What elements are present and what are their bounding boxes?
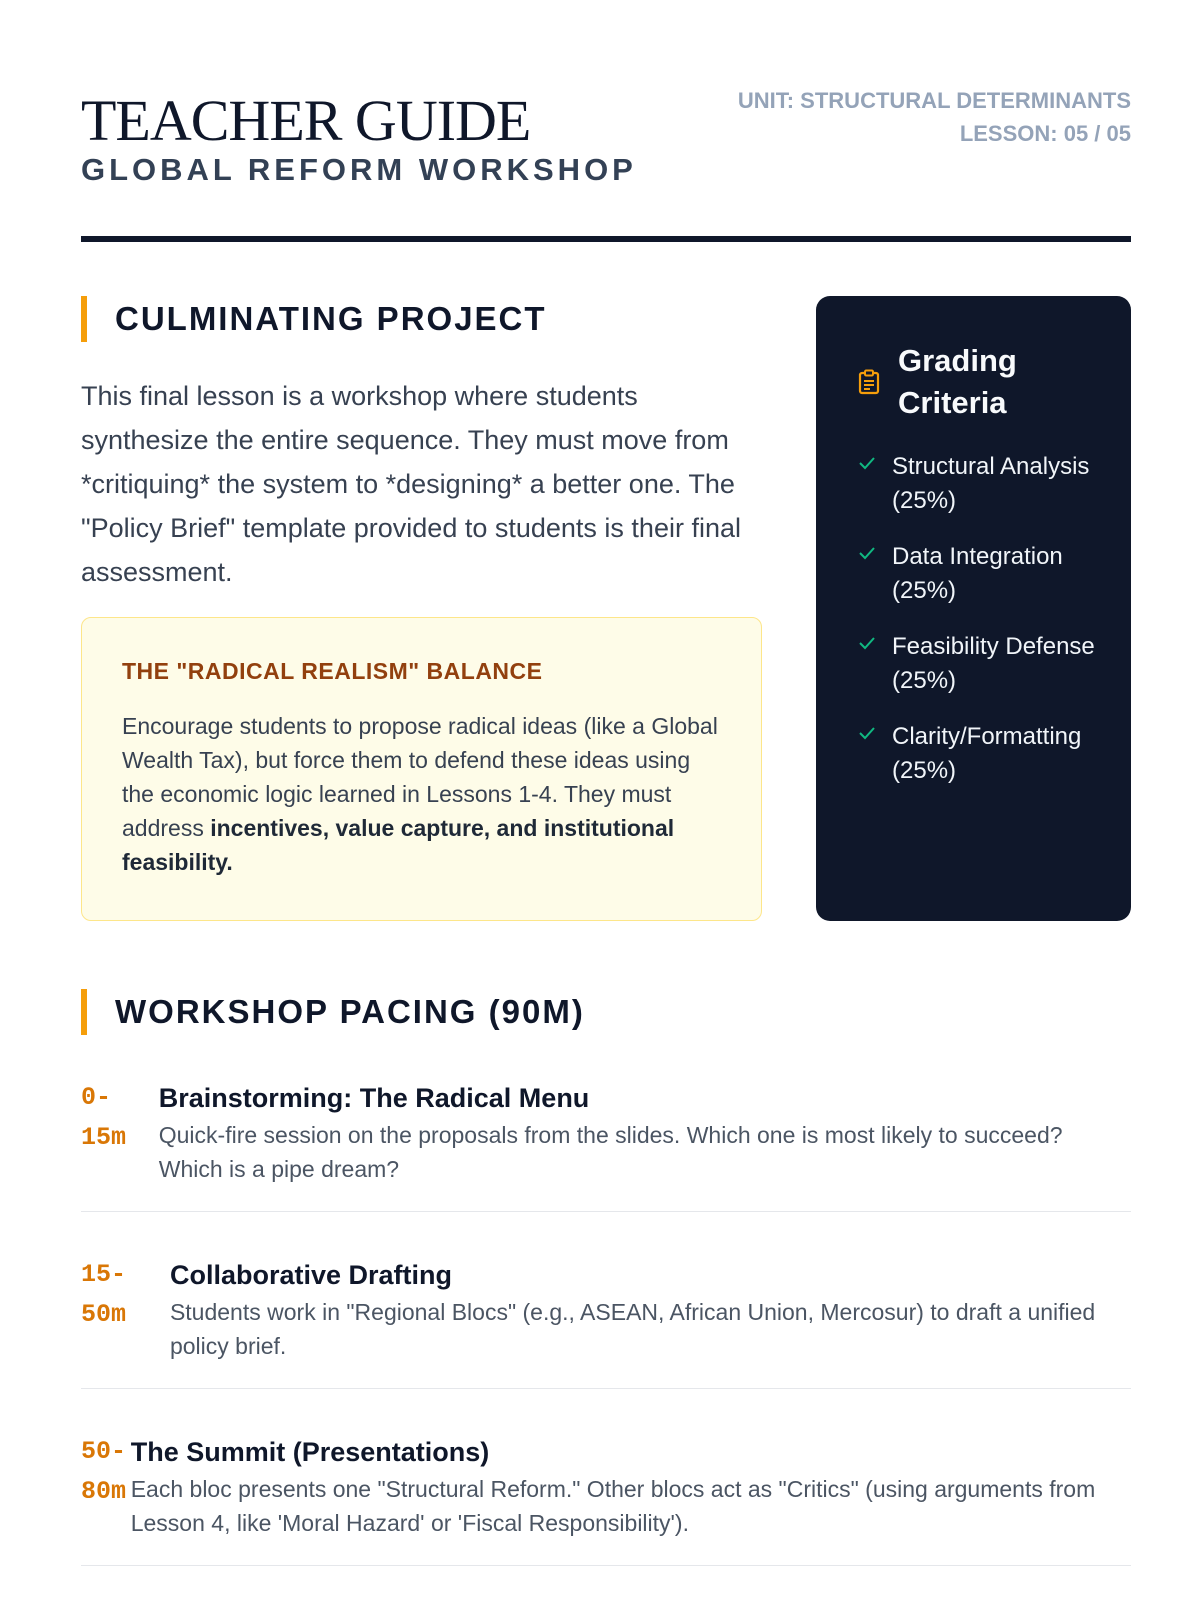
criteria-item — [858, 630, 1101, 698]
time-end: 50m — [81, 1300, 127, 1329]
callout-body — [122, 709, 721, 879]
page-header — [81, 82, 1131, 242]
pacing-time — [81, 1255, 170, 1388]
time-start: 50- — [81, 1437, 127, 1466]
page-subtitle: GLOBAL REFORM WORKSHOP — [81, 152, 637, 187]
check-icon — [858, 726, 876, 740]
pacing-content — [159, 1078, 1131, 1211]
pacing-description: Students work in "Regional Blocs" (e.g., ASEAN, African Union, Mercosur) to draft a unified policy brief. — [169, 1299, 1096, 1359]
criteria-label: Clarity/Formatting (25%) — [892, 723, 1082, 784]
project-section-heading — [81, 296, 547, 342]
pacing-item — [81, 1255, 1131, 1389]
pacing-content — [131, 1432, 1131, 1565]
time-start: 15- — [81, 1260, 127, 1289]
pacing-time — [81, 1432, 131, 1565]
pacing-item — [81, 1432, 1131, 1566]
grading-header — [858, 340, 1101, 424]
radical-realism-callout — [81, 617, 762, 921]
pacing-item — [81, 1078, 1131, 1212]
project-intro: This final lesson is a workshop where students synthesize the entire sequence. They must move from *critiquing* the system to *designing* a better one. The "Policy Brief" template provided to students is their final assessment. — [81, 381, 741, 587]
time-end: 15m — [81, 1123, 127, 1152]
pacing-description: Each bloc presents one "Structural Reform." Other blocs act as "Critics" (using arguments from Lesson 4, like 'Moral Hazard' or 'Fiscal Responsibility'). — [130, 1476, 1096, 1536]
header-divider — [81, 236, 1131, 242]
time-start: 0- — [81, 1083, 112, 1112]
criteria-item — [858, 540, 1101, 608]
criteria-item — [858, 720, 1101, 788]
pacing-title: Collaborative Drafting — [169, 1260, 452, 1290]
pacing-section-heading — [81, 989, 585, 1035]
criteria-list — [858, 450, 1101, 788]
section-accent-bar — [81, 296, 87, 342]
pacing-time — [81, 1078, 159, 1211]
clipboard-icon — [858, 369, 880, 395]
check-icon — [858, 456, 876, 470]
check-icon — [858, 546, 876, 560]
pacing-description: Quick-fire session on the proposals from the slides. Which one is most likely to succeed? Which is a pipe dream? — [158, 1122, 1063, 1182]
grading-criteria-panel — [816, 296, 1131, 921]
pacing-title: The Summit (Presentations) — [130, 1437, 490, 1467]
lesson-meta — [738, 84, 1131, 150]
grading-title: Grading Criteria — [898, 343, 1017, 420]
pacing-heading: WORKSHOP PACING (90M) — [115, 993, 585, 1030]
lesson-label: LESSON: 05 / 05 — [959, 121, 1131, 146]
criteria-label: Structural Analysis (25%) — [892, 453, 1090, 514]
pacing-title: Brainstorming: The Radical Menu — [158, 1083, 590, 1113]
callout-text: Encourage students to propose radical ideas (like a Global Wealth Tax), but force them to defend these ideas using the economic logic learned in Lessons 1-4. They must address — [122, 713, 718, 841]
project-heading: CULMINATING PROJECT — [115, 300, 547, 337]
time-end: 80m — [81, 1477, 127, 1506]
pacing-content — [170, 1255, 1131, 1388]
section-accent-bar — [81, 989, 87, 1035]
callout-title: THE "RADICAL REALISM" BALANCE — [122, 658, 543, 684]
callout-bold-text: incentives, value capture, and institutional feasibility. — [122, 815, 675, 875]
unit-label: UNIT: STRUCTURAL DETERMINANTS — [737, 88, 1131, 113]
check-icon — [858, 636, 876, 650]
criteria-item — [858, 450, 1101, 518]
criteria-label: Feasibility Defense (25%) — [892, 633, 1095, 694]
criteria-label: Data Integration (25%) — [892, 543, 1063, 604]
page-title: TEACHER GUIDE — [81, 88, 531, 153]
